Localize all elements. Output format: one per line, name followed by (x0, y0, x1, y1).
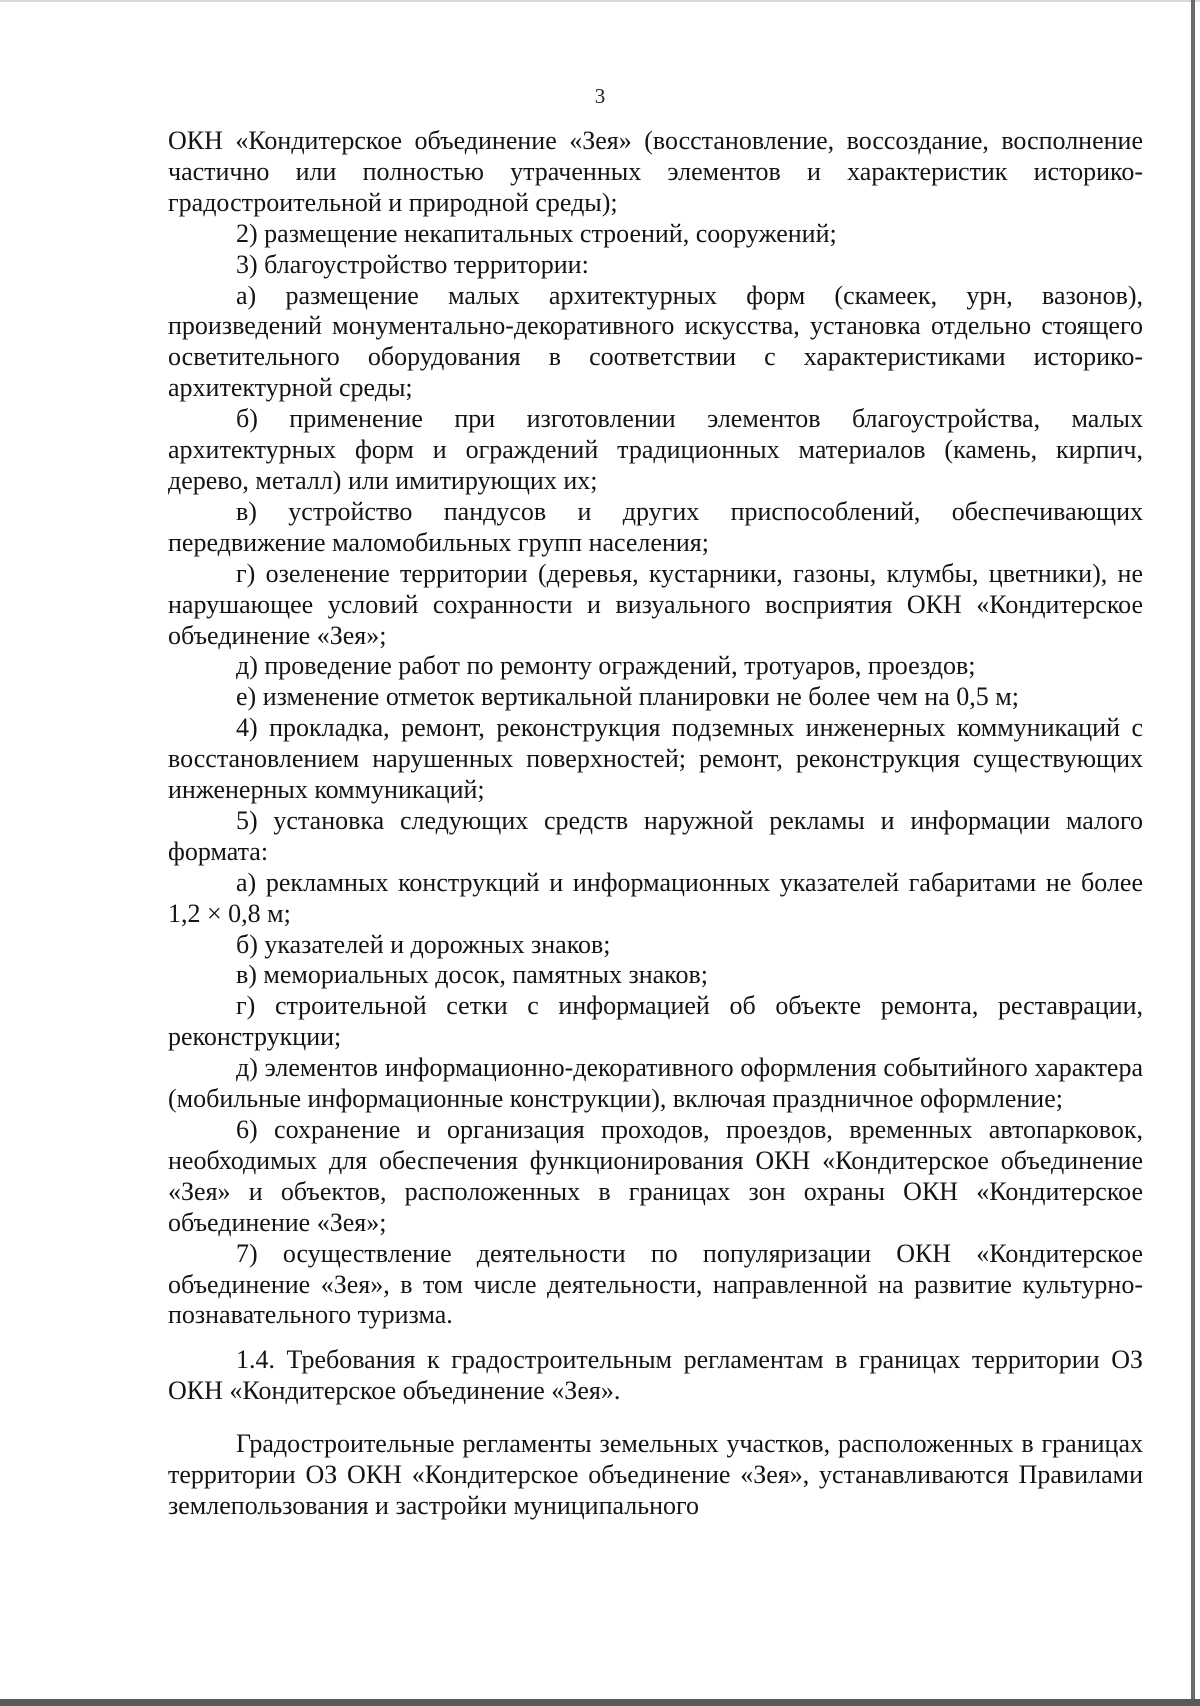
paragraph-15: г) строительной сетки с информацией об объекте ремонта, реставрации, реконструкции; (168, 991, 1143, 1052)
paragraph-5: б) применение при изготовлении элементов благоустройства, малых архитектурных форм и ограждений традиционных материалов (камень, кирпич, дерево, металл) или имитирующих их; (168, 404, 1143, 495)
paragraph-4: а) размещение малых архитектурных форм (скамеек, урн, вазонов), произведений монументально-декоративного искусства, установка отдельно стоящего осветительного оборудования в соответствии с характеристиками историко-архитектурной среды; (168, 280, 1143, 403)
paragraph-13: б) указателей и дорожных знаков; (236, 929, 611, 959)
paragraph-2: 2) размещение некапитальных строений, сооружений; (236, 218, 837, 248)
paragraph-16: д) элементов информационно-декоративного оформления событийного характера (мобильные информационные конструкции), включая праздничное оформление; (168, 1053, 1143, 1114)
body-text (168, 126, 1143, 1522)
paragraph-9: е) изменение отметок вертикальной планировки не более чем на 0,5 м; (236, 682, 1019, 712)
paragraph-7: г) озеленение территории (деревья, кустарники, газоны, клумбы, цветники), не нарушающее условий сохранности и визуального восприятия ОКН «Кондитерское объединение «Зея»; (168, 558, 1143, 650)
paragraph-11: 5) установка следующих средств наружной рекламы и информации малого формата: (168, 805, 1143, 866)
paragraph-1: ОКН «Кондитерское объединение «Зея» (восстановление, воссоздание, восполнение частично или полностью утраченных элементов и характеристик историко-градостроительной и природной среды); (168, 126, 1143, 217)
paragraph-14: в) мемориальных досок, памятных знаков; (236, 960, 708, 990)
paragraph-3: 3) благоустройство территории: (236, 249, 589, 279)
paragraph-8: д) проведение работ по ремонту ограждений, тротуаров, проездов; (236, 651, 976, 681)
scan-bottom-edge (0, 1699, 1200, 1706)
scan-right-edge (1191, 0, 1195, 1706)
paragraph-17: 6) сохранение и организация проходов, проездов, временных автопарковок, необходимых для обеспечения функционирования ОКН «Кондитерское объединение «Зея» и объектов, расположенных в границах зон охраны ОКН «Кондитерское объединение «Зея»; (168, 1115, 1143, 1237)
paragraph-6: в) устройство пандусов и других приспособлений, обеспечивающих передвижение маломобильных групп населения; (168, 496, 1143, 557)
paragraph-20: Градостроительные регламенты земельных участков, расположенных в границах территории ОЗ ОКН «Кондитерское объединение «Зея», устанавливаются Правилами землепользования и застройки муниципального (168, 1429, 1143, 1520)
section-heading-1-4: 1.4. Требования к градостроительным регламентам в границах территории ОЗ ОКН «Кондитерское объединение «Зея». (168, 1345, 1143, 1406)
paragraph-18: 7) осуществление деятельности по популяризации ОКН «Кондитерское объединение «Зея», в том числе деятельности, направленной на развитие культурно-познавательного туризма. (168, 1238, 1143, 1330)
page-number: 3 (594, 84, 606, 108)
scan-top-edge (0, 0, 1200, 2)
paragraph-12: а) рекламных конструкций и информационных указателей габаритами не более 1,2 × 0,8 м; (168, 867, 1143, 928)
paragraph-10: 4) прокладка, ремонт, реконструкция подземных инженерных коммуникаций с восстановлением нарушенных поверхностей; ремонт, реконструкция существующих инженерных коммуникаций; (168, 713, 1143, 805)
